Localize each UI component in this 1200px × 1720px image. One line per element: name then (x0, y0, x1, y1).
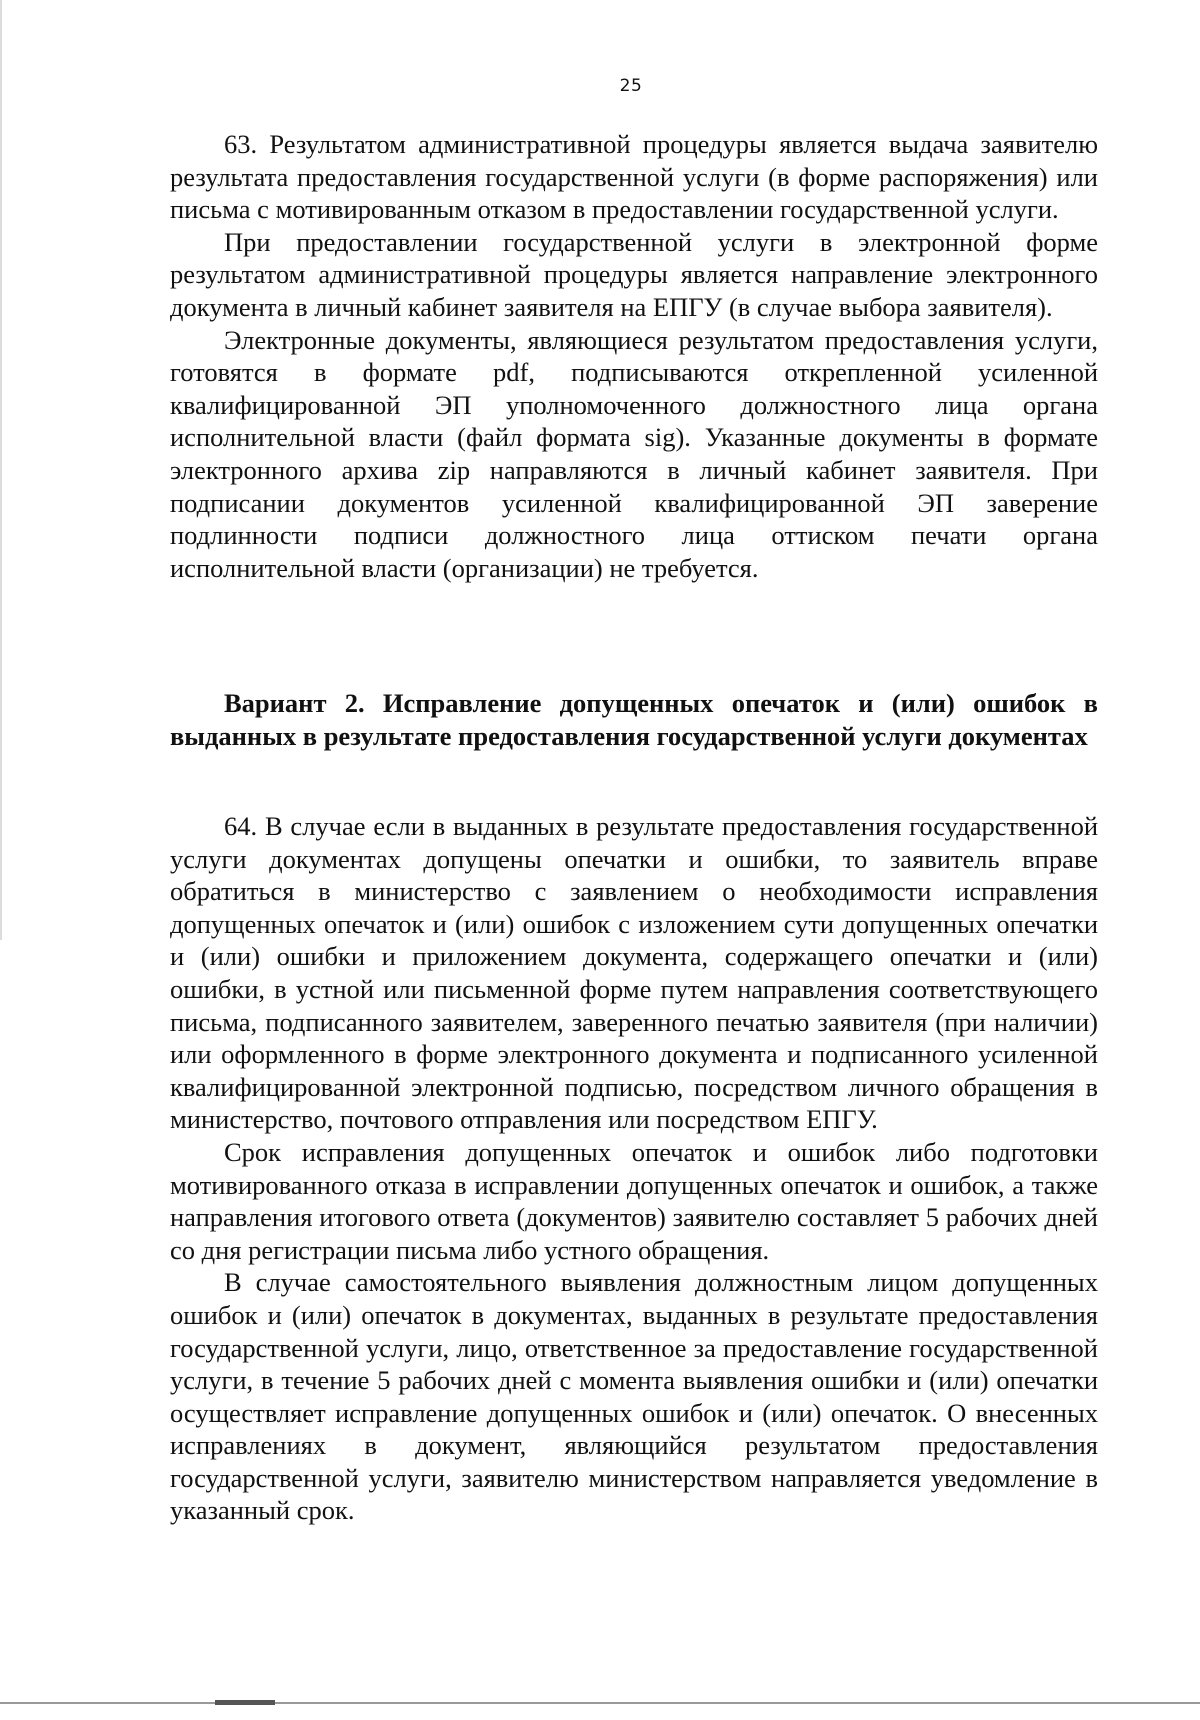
variant-2-heading: Вариант 2. Исправление допущенных опечаток и (или) ошибок в выданных в результате предоставления государственной услуги документах (170, 688, 1098, 751)
section-heading-block (170, 687, 1098, 752)
paragraph-electronic-form: При предоставлении государственной услуги в электронной форме результатом административной процедуры является направление электронного документа в личный кабинет заявителя на ЕПГУ (в случае выбора заявителя). (170, 226, 1098, 322)
bottom-scan-mark (215, 1700, 275, 1705)
section-text-a (170, 128, 1098, 584)
paragraph-correction-term: Срок исправления допущенных опечаток и ошибок либо подготовки мотивированного отказа в исправлении допущенных опечаток и ошибок, а также направления итогового ответа (документов) заявителю составляет 5 рабочих дней со дня регистрации письма либо устного обращения. (170, 1136, 1098, 1265)
scan-edge-mark (0, 0, 2, 940)
bottom-scan-line (0, 1702, 1200, 1704)
page-number: 25 (619, 76, 643, 96)
paragraph-self-detection: В случае самостоятельного выявления должностным лицом допущенных ошибок и (или) опечаток в документах, выданных в результате предоставления государственной услуги, лицо, ответственное за предоставление государственной услуги, в течение 5 рабочих дней с момента выявления ошибки и (или) опечатки осуществляет исправление допущенных ошибок и (или) опечаток. О внесенных исправлениях в документ, являющийся результатом предоставления государственной услуги, заявителю министерством направляется уведомление в указанный срок. (170, 1267, 1098, 1526)
paragraph-electronic-documents: Электронные документы, являющиеся результатом предоставления услуги, готовятся в формате pdf, подписываются открепленной усиленной квалифицированной ЭП уполномоченного должностного лица органа исполнительной власти (файл формата sig). Указанные документы в формате электронного архива zip направляются в личный кабинет заявителя. При подписании документов усиленной квалифицированной ЭП заверение подлинности подписи должностного лица оттиском печати органа исполнительной власти (организации) не требуется. (170, 324, 1098, 583)
section-text-b (170, 810, 1098, 1527)
paragraph-64: 64. В случае если в выданных в результате предоставления государственной услуги документах допущены опечатки и ошибки, то заявитель вправе обратиться в министерство с заявлением о необходимости исправления допущенных опечаток и (или) ошибок с изложением сути допущенных опечатки и (или) ошибки и приложением документа, содержащего опечатки и (или) ошибки, в устной или письменной форме путем направления соответствующего письма, подписанного заявителем, заверенного печатью заявителя (при наличии) или оформленного в форме электронного документа и подписанного усиленной квалифицированной электронной подписью, посредством личного обращения в министерство, почтового отправления или посредством ЕПГУ. (170, 811, 1098, 1135)
paragraph-63: 63. Результатом административной процедуры является выдача заявителю результата предоставления государственной услуги (в форме распоряжения) или письма с мотивированным отказом в предоставлении государственной услуги. (170, 129, 1098, 225)
